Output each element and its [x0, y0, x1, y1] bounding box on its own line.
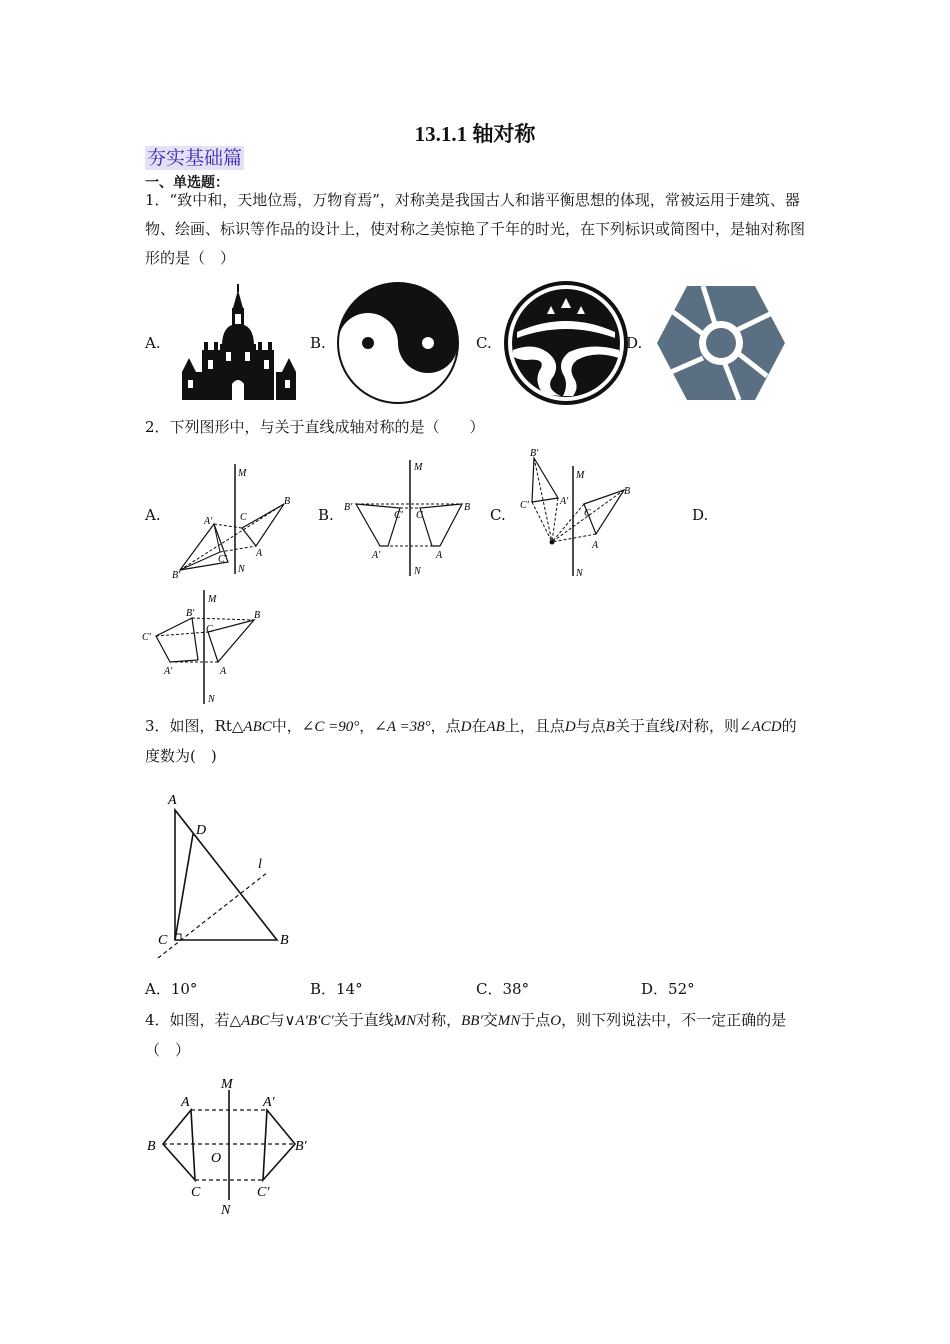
question-text: 下列图形中，与关于直线成轴对称的是（ ）	[169, 418, 485, 436]
q2-option-d-label: D.	[692, 506, 709, 524]
label-a: A	[168, 793, 177, 808]
label-n: N	[238, 564, 245, 575]
q4-text: 关于直线	[333, 1011, 394, 1029]
q4-math: ∨A′B′C′	[284, 1013, 334, 1029]
q4-text: 与	[269, 1011, 285, 1029]
q3-text: ，点	[430, 717, 461, 735]
label-a-prime: A′	[263, 1095, 275, 1110]
label-a-prime: A′	[372, 550, 381, 561]
label-m: M	[238, 468, 247, 479]
q4-math: BB′	[461, 1013, 483, 1029]
q2-option-c-label: C.	[490, 506, 506, 524]
q2-option-a-label: A.	[145, 506, 161, 524]
page-title: 13.1.1 轴对称	[414, 122, 536, 146]
aperture-icon	[655, 284, 787, 402]
label-m: M	[576, 470, 585, 481]
q4-text: 对称，	[416, 1011, 462, 1029]
label-n: N	[208, 694, 215, 705]
q4-math: △ABC	[229, 1013, 270, 1029]
q3-text: 与点	[575, 717, 606, 735]
q3-math: D	[460, 719, 472, 735]
label-c: C	[158, 933, 168, 948]
label-c-prime: C′	[520, 500, 529, 511]
q1-option-d-label: D.	[626, 334, 643, 352]
question-1	[145, 186, 810, 273]
label-c: C	[191, 1185, 201, 1200]
q3-math: AB	[486, 719, 505, 735]
q4-math: MN	[497, 1013, 521, 1029]
q3-text: 中，	[271, 717, 302, 735]
label-a: A	[220, 666, 227, 677]
q4-text: 于点	[520, 1011, 551, 1029]
label-l: l	[258, 857, 262, 872]
question-number: 2．	[145, 418, 170, 436]
q3-text: 上，且点	[504, 717, 565, 735]
q4-text: 交	[482, 1011, 498, 1029]
label-a: A	[181, 1095, 190, 1110]
q4-text: 如图，若	[169, 1011, 230, 1029]
q3-math: B	[605, 719, 615, 735]
label-a-prime: A′	[204, 516, 213, 527]
label-a: A	[436, 550, 443, 561]
label-m: M	[414, 462, 423, 473]
q3-text: Rt△	[214, 717, 244, 735]
emblem-icon	[503, 280, 629, 406]
q3-text: 的度数为( )	[145, 717, 797, 765]
label-a: A	[256, 548, 263, 559]
q3-text: 在	[471, 717, 487, 735]
label-c-prime: C′	[218, 554, 227, 565]
q2-figure-c	[518, 446, 640, 580]
label-b-prime: B′	[295, 1139, 307, 1154]
section-tag: 夯实基础篇	[147, 147, 243, 169]
question-number: 1．	[145, 191, 170, 209]
q2-figure-d	[142, 588, 272, 708]
label-c-prime: C′	[257, 1185, 270, 1200]
q3-math: ∠ACD	[739, 719, 782, 735]
label-b: B	[284, 496, 291, 507]
question-text: “致中和，天地位焉，万物育焉”，对称美是我国古人和谐平衡思想的体现，常被运用于建筑、器物、绘画、标识等作品的设计上，使对称之美惊艳了千年的时光，在下列标识或简图中，是轴对称图形的是（ ）	[145, 191, 806, 267]
label-c-prime: C′	[142, 632, 151, 643]
label-m: M	[208, 594, 217, 605]
question-4	[145, 1006, 810, 1065]
q4-text: ，则下列说法中，不一定正确的是（ ）	[145, 1011, 787, 1059]
q3-math: l	[674, 719, 680, 735]
label-b: B	[464, 502, 471, 513]
label-b-prime: B′	[344, 502, 353, 513]
label-b: B	[624, 486, 631, 497]
q3-option-c: C．38°	[476, 980, 530, 998]
q2-figure-a	[170, 462, 300, 582]
q3-math: ABC	[243, 719, 272, 735]
question-2	[145, 413, 810, 442]
label-b: B	[254, 610, 261, 621]
q3-text: ，	[359, 717, 375, 735]
label-c: C	[584, 508, 591, 519]
q1-option-b-label: B.	[310, 334, 326, 352]
label-b: B	[280, 933, 289, 948]
label-o: O	[211, 1151, 222, 1166]
section-subheading: 一、单选题：	[145, 175, 229, 191]
q3-math: D	[564, 719, 576, 735]
label-b-prime: B′	[530, 448, 539, 459]
label-c: C	[240, 512, 247, 523]
q2-figure-b	[342, 458, 472, 580]
label-c: C	[206, 624, 213, 635]
q3-option-a: A．10°	[145, 980, 198, 998]
label-b-prime: B′	[186, 608, 195, 619]
question-number: 4．	[145, 1011, 170, 1029]
label-m: M	[221, 1077, 233, 1092]
q3-math: ∠C =90°	[301, 719, 360, 735]
q3-text: 如图，	[169, 717, 215, 735]
label-a-prime: A′	[560, 496, 569, 507]
label-a-prime: A′	[164, 666, 173, 677]
label-b: B	[147, 1139, 156, 1154]
q3-text: 对称，则	[679, 717, 740, 735]
q1-option-c-label: C.	[476, 334, 492, 352]
question-3	[145, 712, 810, 771]
label-c-prime: C′	[394, 510, 403, 521]
label-n: N	[221, 1203, 231, 1218]
q4-math: MN	[393, 1013, 417, 1029]
yin-yang-icon	[336, 281, 460, 405]
label-c: C	[416, 510, 423, 521]
q3-math: ∠A =38°	[374, 719, 431, 735]
q2-option-b-label: B.	[318, 506, 334, 524]
q3-figure	[150, 788, 300, 963]
label-b-prime: B′	[172, 570, 181, 581]
label-n: N	[414, 566, 421, 577]
castle-icon	[180, 284, 298, 400]
label-d: D	[196, 823, 207, 838]
q3-option-b: B．14°	[310, 980, 363, 998]
q3-text: 关于直线	[614, 717, 675, 735]
q3-option-d: D．52°	[641, 980, 695, 998]
q1-option-a-label: A.	[145, 334, 161, 352]
question-number: 3．	[145, 717, 170, 735]
q4-figure	[145, 1074, 320, 1219]
label-n: N	[576, 568, 583, 579]
q4-math: O	[550, 1013, 562, 1029]
label-a: A	[592, 540, 599, 551]
